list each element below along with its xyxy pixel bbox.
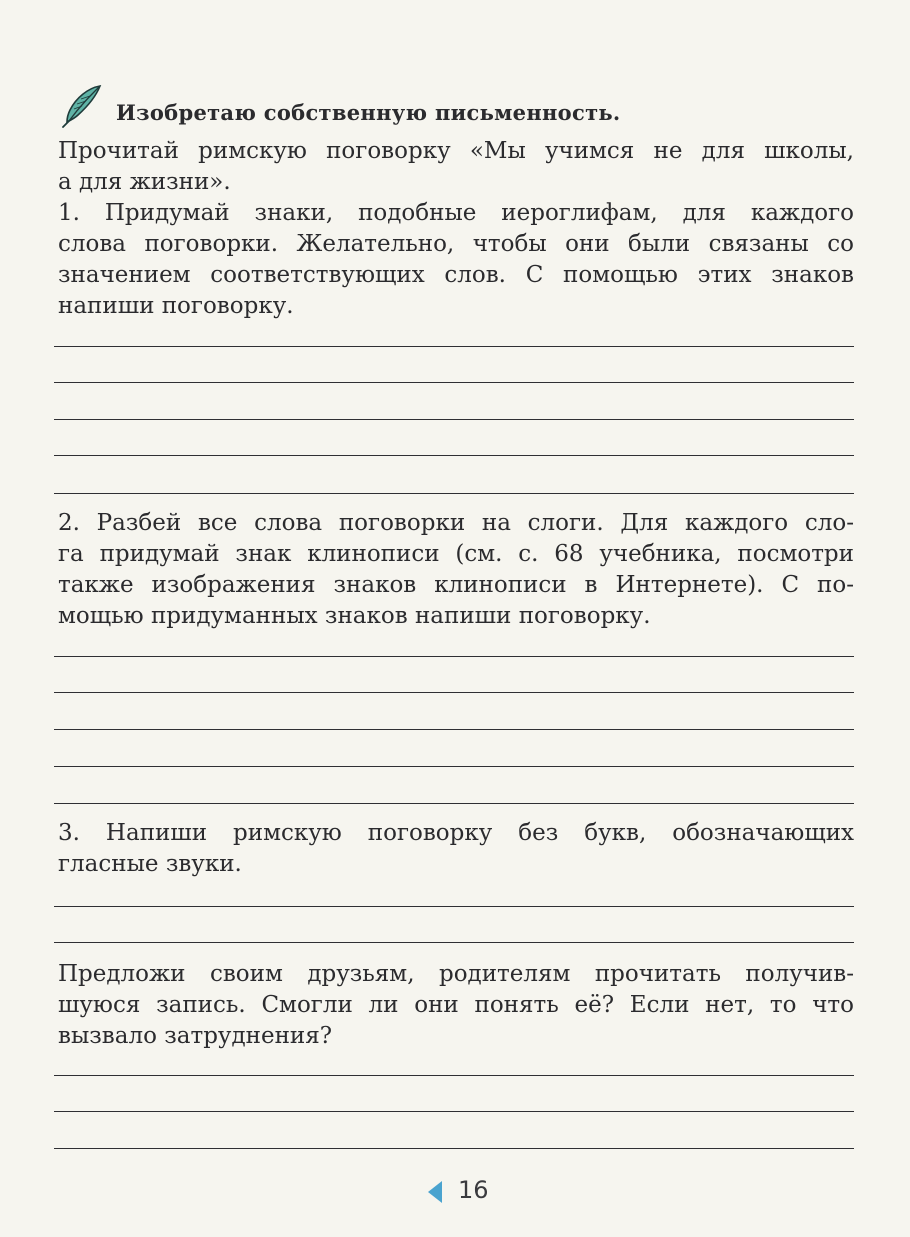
- answer-line[interactable]: [54, 766, 854, 767]
- text-line: мощью придуманных знаков напиши поговорку.: [58, 603, 651, 629]
- text-line: а для жизни».: [58, 169, 231, 195]
- task-2-text: [58, 508, 858, 632]
- text-line: 1. Придумай знаки, подобные иероглифам, для каждого: [58, 200, 854, 226]
- text-line: слова поговорки. Желательно, чтобы они были связаны со: [58, 231, 854, 257]
- text-line: гласные звуки.: [58, 851, 242, 877]
- text-line: вызвало затруднения?: [58, 1023, 333, 1049]
- section-heading-row: [60, 84, 860, 134]
- text-line: 2. Разбей все слова поговорки на слоги. Для каждого сло-: [58, 510, 854, 536]
- answer-line[interactable]: [54, 1111, 854, 1112]
- text-line: напиши поговорку.: [58, 293, 294, 319]
- answer-line[interactable]: [54, 692, 854, 693]
- page-footer: [0, 1176, 910, 1210]
- text-line: га придумай знак клинописи (см. с. 68 учебника, посмотри: [58, 541, 854, 567]
- task-1-text: [58, 198, 858, 322]
- text-line: 3. Напиши римскую поговорку без букв, обозначающих: [58, 820, 854, 846]
- answer-line[interactable]: [54, 382, 854, 383]
- answer-line[interactable]: [54, 656, 854, 657]
- answer-line[interactable]: [54, 346, 854, 347]
- answer-line[interactable]: [54, 942, 854, 943]
- text-line: Прочитай римскую поговорку «Мы учимся не для школы,: [58, 138, 854, 164]
- text-line: шуюся запись. Смогли ли они понять её? Если нет, то что: [58, 992, 854, 1018]
- answer-line[interactable]: [54, 729, 854, 730]
- answer-line[interactable]: [54, 906, 854, 907]
- task-3-text: [58, 818, 858, 880]
- text-line: Предложи своим друзьям, родителям прочитать получив-: [58, 961, 854, 987]
- answer-line[interactable]: [54, 1148, 854, 1149]
- feather-pen-icon: [60, 84, 104, 128]
- section-heading: Изобретаю собственную письменность.: [116, 100, 621, 125]
- answer-line[interactable]: [54, 493, 854, 494]
- text-line: также изображения знаков клинописи в Интернете). С по-: [58, 572, 854, 598]
- answer-line[interactable]: [54, 419, 854, 420]
- page-arrow-icon: [428, 1181, 442, 1203]
- page-number: 16: [458, 1176, 489, 1204]
- answer-line[interactable]: [54, 803, 854, 804]
- answer-line[interactable]: [54, 1075, 854, 1076]
- answer-line[interactable]: [54, 455, 854, 456]
- task-4-text: [58, 959, 858, 1052]
- text-line: значением соответствующих слов. С помощью этих знаков: [58, 262, 854, 288]
- intro-paragraph: [58, 136, 858, 198]
